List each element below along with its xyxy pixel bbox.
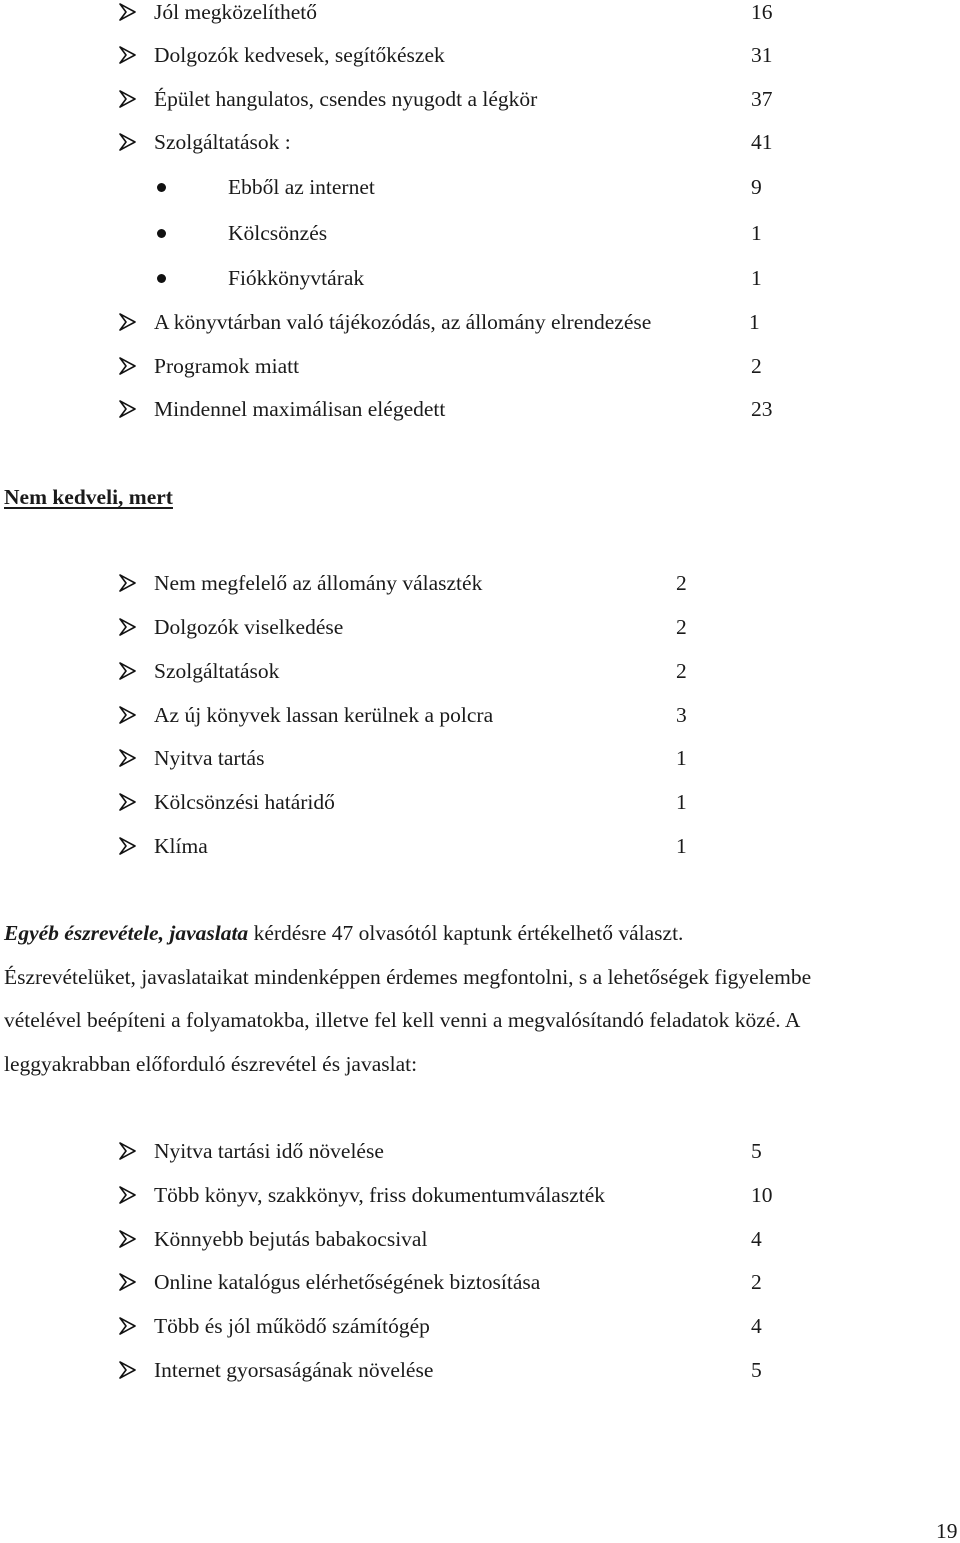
item-label: Fiókkönyvtárak [228,266,365,290]
item-count: 31 [751,43,773,67]
item-count: 2 [676,659,687,683]
dot-bullet-icon [157,274,166,283]
item-label: Több és jól működő számítógép [154,1314,430,1338]
item-label: Nyitva tartás [154,746,265,770]
arrow-bullet-icon [118,1224,140,1254]
item-label: Nyitva tartási idő növelése [154,1139,384,1163]
item-label: Klíma [154,834,208,858]
arrow-bullet-icon [118,831,140,861]
item-label: Könnyebb bejutás babakocsival [154,1227,428,1251]
arrow-bullet-icon [118,612,140,642]
arrow-bullet-icon [118,394,140,424]
item-label: Jól megközelíthető [154,0,318,24]
item-count: 4 [751,1227,762,1251]
item-label: Dolgozók viselkedése [154,615,344,639]
arrow-bullet-icon [118,127,140,157]
item-count: 1 [676,790,687,814]
item-label: Online katalógus elérhetőségének biztosítása [154,1270,541,1294]
item-count: 10 [751,1183,773,1207]
arrow-bullet-icon [118,307,140,337]
arrow-bullet-icon [118,568,140,598]
item-count: 4 [751,1314,762,1338]
paragraph-text: kérdésre 47 olvasótól kaptunk értékelhető választ. [248,921,684,945]
arrow-bullet-icon [118,1355,140,1385]
arrow-bullet-icon [118,0,140,27]
item-label: Dolgozók kedvesek, segítőkészek [154,43,445,67]
paragraph-line: vételével beépíteni a folyamatokba, illetve fel kell venni a megvalósítandó feladatok közé. A [4,1008,801,1032]
item-count: 23 [751,397,773,421]
item-label: Több könyv, szakkönyv, friss dokumentumválaszték [154,1183,606,1207]
arrow-bullet-icon [118,787,140,817]
item-count: 1 [749,310,760,334]
paragraph-line: leggyakrabban előforduló észrevétel és javaslat: [4,1051,418,1076]
item-count: 1 [751,221,762,245]
item-label: Mindennel maximálisan elégedett [154,397,446,421]
item-count: 2 [676,615,687,639]
item-label: A könyvtárban való tájékozódás, az állomány elrendezése [154,310,652,334]
item-count: 2 [676,571,687,595]
item-count: 1 [676,834,687,858]
item-label: Szolgáltatások : [154,130,291,154]
arrow-bullet-icon [118,351,140,381]
item-count: 16 [751,0,773,24]
dot-bullet-icon [157,183,166,192]
item-count: 3 [676,703,687,727]
item-count: 2 [751,1270,762,1294]
item-label: Ebből az internet [228,175,375,199]
item-count: 1 [751,266,762,290]
item-count: 41 [751,130,773,154]
arrow-bullet-icon [118,1311,140,1341]
arrow-bullet-icon [118,1136,140,1166]
arrow-bullet-icon [118,84,140,114]
arrow-bullet-icon [118,656,140,686]
paragraph-line: Észrevételüket, javaslataikat mindenképpen érdemes megfontolni, s a lehetőségek figyelembe [4,964,812,989]
item-count: 1 [676,746,687,770]
item-count: 37 [751,87,773,111]
arrow-bullet-icon [118,743,140,773]
paragraph-line [4,912,960,956]
item-label: Internet gyorsaságának növelése [154,1358,434,1382]
item-label: Épület hangulatos, csendes nyugodt a légkör [154,87,538,111]
page-number: 19 [936,1519,958,1543]
emphasis-text: Egyéb észrevétele, javaslata [4,921,249,945]
section-heading: Nem kedveli, mert [4,485,173,509]
item-count: 9 [751,175,762,199]
item-label: Szolgáltatások [154,659,280,683]
arrow-bullet-icon [118,700,140,730]
item-count: 5 [751,1358,762,1382]
arrow-bullet-icon [118,1180,140,1210]
arrow-bullet-icon [118,1267,140,1297]
item-label: Nem megfelelő az állomány választék [154,571,483,595]
item-label: Az új könyvek lassan kerülnek a polcra [154,703,494,727]
comment-paragraph [4,912,960,1086]
item-label: Programok miatt [154,354,300,378]
dot-bullet-icon [157,229,166,238]
item-label: Kölcsönzési határidő [154,790,335,814]
item-count: 2 [751,354,762,378]
item-count: 5 [751,1139,762,1163]
item-label: Kölcsönzés [228,221,328,245]
arrow-bullet-icon [118,40,140,70]
